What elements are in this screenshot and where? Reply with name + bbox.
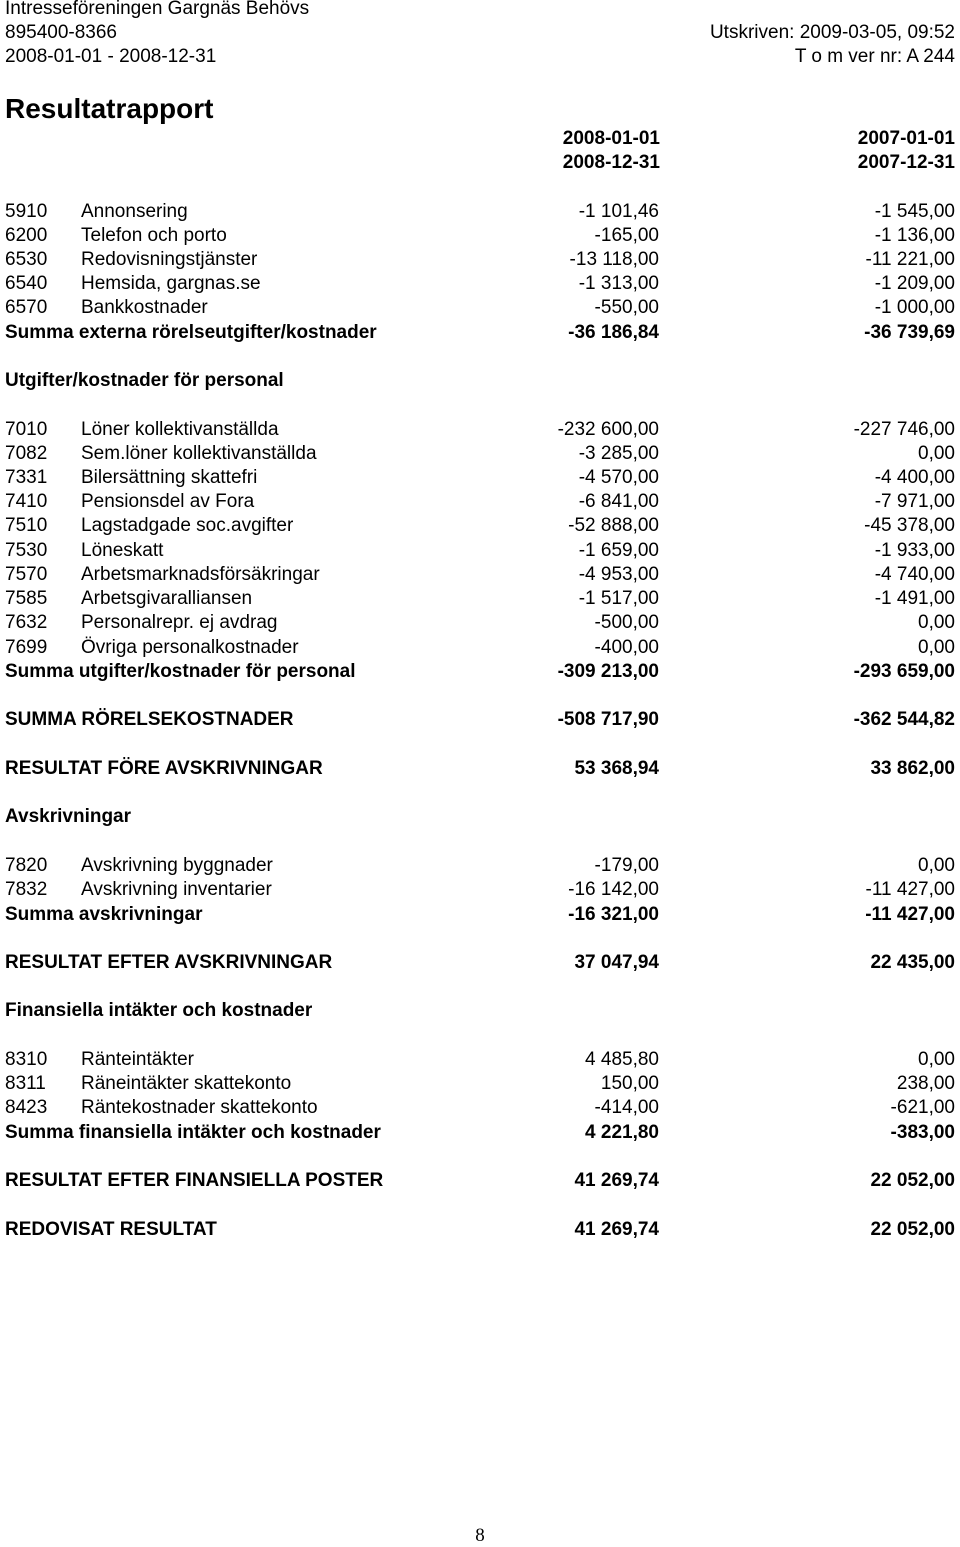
account-name: Avskrivning byggnader (81, 855, 273, 876)
sum-current: -309 213,00 (557, 661, 659, 682)
amount-previous: -1 136,00 (874, 225, 955, 246)
amount-previous: 0,00 (918, 637, 955, 658)
result-current: 41 269,74 (574, 1170, 659, 1191)
sum-label: Summa finansiella intäkter och kostnader (5, 1122, 381, 1143)
account-name: Övriga personalkostnader (81, 637, 299, 658)
table-row (5, 854, 955, 878)
account-code: 7820 (5, 855, 48, 876)
result-current: 53 368,94 (574, 758, 659, 779)
amount-previous: -45 378,00 (864, 515, 955, 536)
amount-current: -400,00 (594, 637, 659, 658)
amount-current: -1 101,46 (578, 201, 659, 222)
amount-current: -1 517,00 (578, 588, 659, 609)
amount-current: -500,00 (594, 612, 659, 633)
account-name: Bankkostnader (81, 297, 208, 318)
section-heading-financial (5, 999, 955, 1023)
result-previous: 22 435,00 (870, 952, 955, 973)
account-code: 7570 (5, 564, 48, 585)
amount-current: -4 953,00 (578, 564, 659, 585)
account-code: 7699 (5, 637, 48, 658)
account-code: 7082 (5, 443, 48, 464)
amount-previous: -1 491,00 (874, 588, 955, 609)
amount-previous: -11 427,00 (865, 879, 955, 900)
account-name: Annonsering (81, 201, 188, 222)
account-code: 7331 (5, 467, 48, 488)
section-heading: Utgifter/kostnader för personal (5, 370, 284, 391)
amount-current: -52 888,00 (568, 515, 659, 536)
amount-current: -232 600,00 (557, 419, 659, 440)
summa-rorelsekostnader-row (5, 708, 955, 732)
section-heading: Finansiella intäkter och kostnader (5, 1000, 313, 1021)
amount-previous: -11 221,00 (865, 249, 955, 270)
col2-end: 2007-12-31 (857, 152, 955, 173)
account-name: Personalrepr. ej avdrag (81, 612, 278, 633)
account-code: 7530 (5, 540, 48, 561)
header-line-1 (5, 0, 955, 21)
sum-label: Summa utgifter/kostnader för personal (5, 661, 356, 682)
section-heading-depreciation (5, 805, 955, 829)
amount-current: -179,00 (594, 855, 659, 876)
account-name: Bilersättning skattefri (81, 467, 258, 488)
account-code: 7410 (5, 491, 48, 512)
table-row (5, 514, 955, 538)
account-name: Redovisningstjänster (81, 249, 258, 270)
amount-previous: -227 746,00 (853, 419, 955, 440)
table-row (5, 587, 955, 611)
account-code: 7585 (5, 588, 48, 609)
sum-previous: -293 659,00 (853, 661, 955, 682)
account-code: 6200 (5, 225, 48, 246)
table-row (5, 200, 955, 224)
total-current: -508 717,90 (557, 709, 659, 730)
table-row (5, 539, 955, 563)
amount-current: -165,00 (594, 225, 659, 246)
header-line-2 (5, 21, 955, 45)
account-code: 7832 (5, 879, 48, 900)
section-heading-personnel (5, 369, 955, 393)
table-row (5, 272, 955, 296)
amount-current: -414,00 (594, 1097, 659, 1118)
amount-previous: -1 933,00 (874, 540, 955, 561)
account-name: Telefon och porto (81, 225, 227, 246)
org-name: Intresseföreningen Gargnäs Behövs (5, 0, 310, 19)
table-row (5, 636, 955, 660)
amount-previous: -1 545,00 (874, 201, 955, 222)
amount-current: -6 841,00 (578, 491, 659, 512)
table-row (5, 442, 955, 466)
sum-previous: -36 739,69 (864, 322, 955, 343)
page-title: Resultatrapport (5, 93, 214, 124)
amount-previous: -1 209,00 (874, 273, 955, 294)
table-row (5, 878, 955, 902)
account-code: 6570 (5, 297, 48, 318)
result-label: RESULTAT EFTER AVSKRIVNINGAR (5, 952, 333, 973)
amount-previous: 0,00 (918, 1049, 955, 1070)
table-row (5, 418, 955, 442)
resultat-efter-finansiella-row (5, 1169, 955, 1193)
sum-current: -16 321,00 (568, 904, 659, 925)
amount-previous: 238,00 (896, 1073, 955, 1094)
result-current: 37 047,94 (574, 952, 659, 973)
sum-label: Summa avskrivningar (5, 904, 203, 925)
col2-start: 2007-01-01 (857, 128, 955, 149)
result-label: RESULTAT EFTER FINANSIELLA POSTER (5, 1170, 384, 1191)
version-number: T o m ver nr: A 244 (794, 46, 955, 67)
table-row (5, 466, 955, 490)
sum-previous: -11 427,00 (865, 904, 955, 925)
sum-current: -36 186,84 (568, 322, 659, 343)
account-name: Arbetsgivaralliansen (81, 588, 253, 609)
account-code: 8423 (5, 1097, 48, 1118)
sum-row-financial (5, 1121, 955, 1145)
amount-current: 150,00 (600, 1073, 659, 1094)
account-code: 7632 (5, 612, 48, 633)
amount-current: 4 485,80 (585, 1049, 659, 1070)
amount-current: -4 570,00 (578, 467, 659, 488)
amount-current: -13 118,00 (569, 249, 659, 270)
amount-previous: 0,00 (918, 855, 955, 876)
amount-current: -3 285,00 (578, 443, 659, 464)
table-row (5, 563, 955, 587)
account-code: 5910 (5, 201, 48, 222)
account-code: 6530 (5, 249, 48, 270)
table-row (5, 296, 955, 320)
account-name: Räntekostnader skattekonto (81, 1097, 318, 1118)
account-code: 8310 (5, 1049, 48, 1070)
amount-current: -1 659,00 (578, 540, 659, 561)
account-name: Sem.löner kollektivanställda (81, 443, 317, 464)
amount-previous: -7 971,00 (874, 491, 955, 512)
result-previous: 33 862,00 (870, 758, 955, 779)
account-code: 7010 (5, 419, 48, 440)
page-number: 8 (475, 1525, 485, 1546)
account-name: Räneintäkter skattekonto (81, 1073, 292, 1094)
account-name: Avskrivning inventarier (81, 879, 272, 900)
amount-previous: -4 740,00 (874, 564, 955, 585)
account-name: Hemsida, gargnas.se (81, 273, 261, 294)
result-previous: 22 052,00 (870, 1219, 955, 1240)
sum-label: Summa externa rörelseutgifter/kostnader (5, 322, 377, 343)
org-number: 895400-8366 (5, 22, 117, 43)
col1-end: 2008-12-31 (562, 152, 660, 173)
redovisat-resultat-row (5, 1218, 955, 1242)
account-name: Arbetsmarknadsförsäkringar (81, 564, 320, 585)
header-line-3 (5, 45, 955, 69)
sum-row-depreciation (5, 903, 955, 927)
table-row (5, 490, 955, 514)
printed-timestamp: Utskriven: 2009-03-05, 09:52 (709, 22, 955, 43)
amount-previous: -1 000,00 (874, 297, 955, 318)
result-label: REDOVISAT RESULTAT (5, 1219, 217, 1240)
sum-current: 4 221,80 (585, 1122, 659, 1143)
section-heading: Avskrivningar (5, 806, 132, 827)
sum-previous: -383,00 (890, 1122, 955, 1143)
table-row (5, 611, 955, 635)
account-name: Ränteintäkter (81, 1049, 195, 1070)
table-row (5, 248, 955, 272)
account-code: 7510 (5, 515, 48, 536)
amount-current: -550,00 (594, 297, 659, 318)
account-name: Löner kollektivanställda (81, 419, 279, 440)
amount-previous: -4 400,00 (874, 467, 955, 488)
account-name: Pensionsdel av Fora (81, 491, 255, 512)
amount-previous: -621,00 (890, 1097, 955, 1118)
account-name: Lagstadgade soc.avgifter (81, 515, 294, 536)
account-name: Löneskatt (81, 540, 164, 561)
report-period: 2008-01-01 - 2008-12-31 (5, 46, 217, 67)
col1-start: 2008-01-01 (562, 128, 660, 149)
table-row (5, 1072, 955, 1096)
account-code: 6540 (5, 273, 48, 294)
sum-row-external (5, 321, 955, 345)
account-code: 8311 (5, 1073, 46, 1094)
table-row (5, 1048, 955, 1072)
amount-previous: 0,00 (918, 443, 955, 464)
amount-previous: 0,00 (918, 612, 955, 633)
table-row (5, 224, 955, 248)
result-label: RESULTAT FÖRE AVSKRIVNINGAR (5, 758, 323, 779)
sum-row-personnel (5, 660, 955, 684)
table-row (5, 1096, 955, 1120)
total-previous: -362 544,82 (853, 709, 955, 730)
amount-current: -16 142,00 (568, 879, 659, 900)
resultat-fore-avskrivningar-row (5, 757, 955, 781)
resultat-efter-avskrivningar-row (5, 951, 955, 975)
total-label: SUMMA RÖRELSEKOSTNADER (5, 709, 294, 730)
amount-current: -1 313,00 (578, 273, 659, 294)
result-previous: 22 052,00 (870, 1170, 955, 1191)
result-current: 41 269,74 (574, 1219, 659, 1240)
